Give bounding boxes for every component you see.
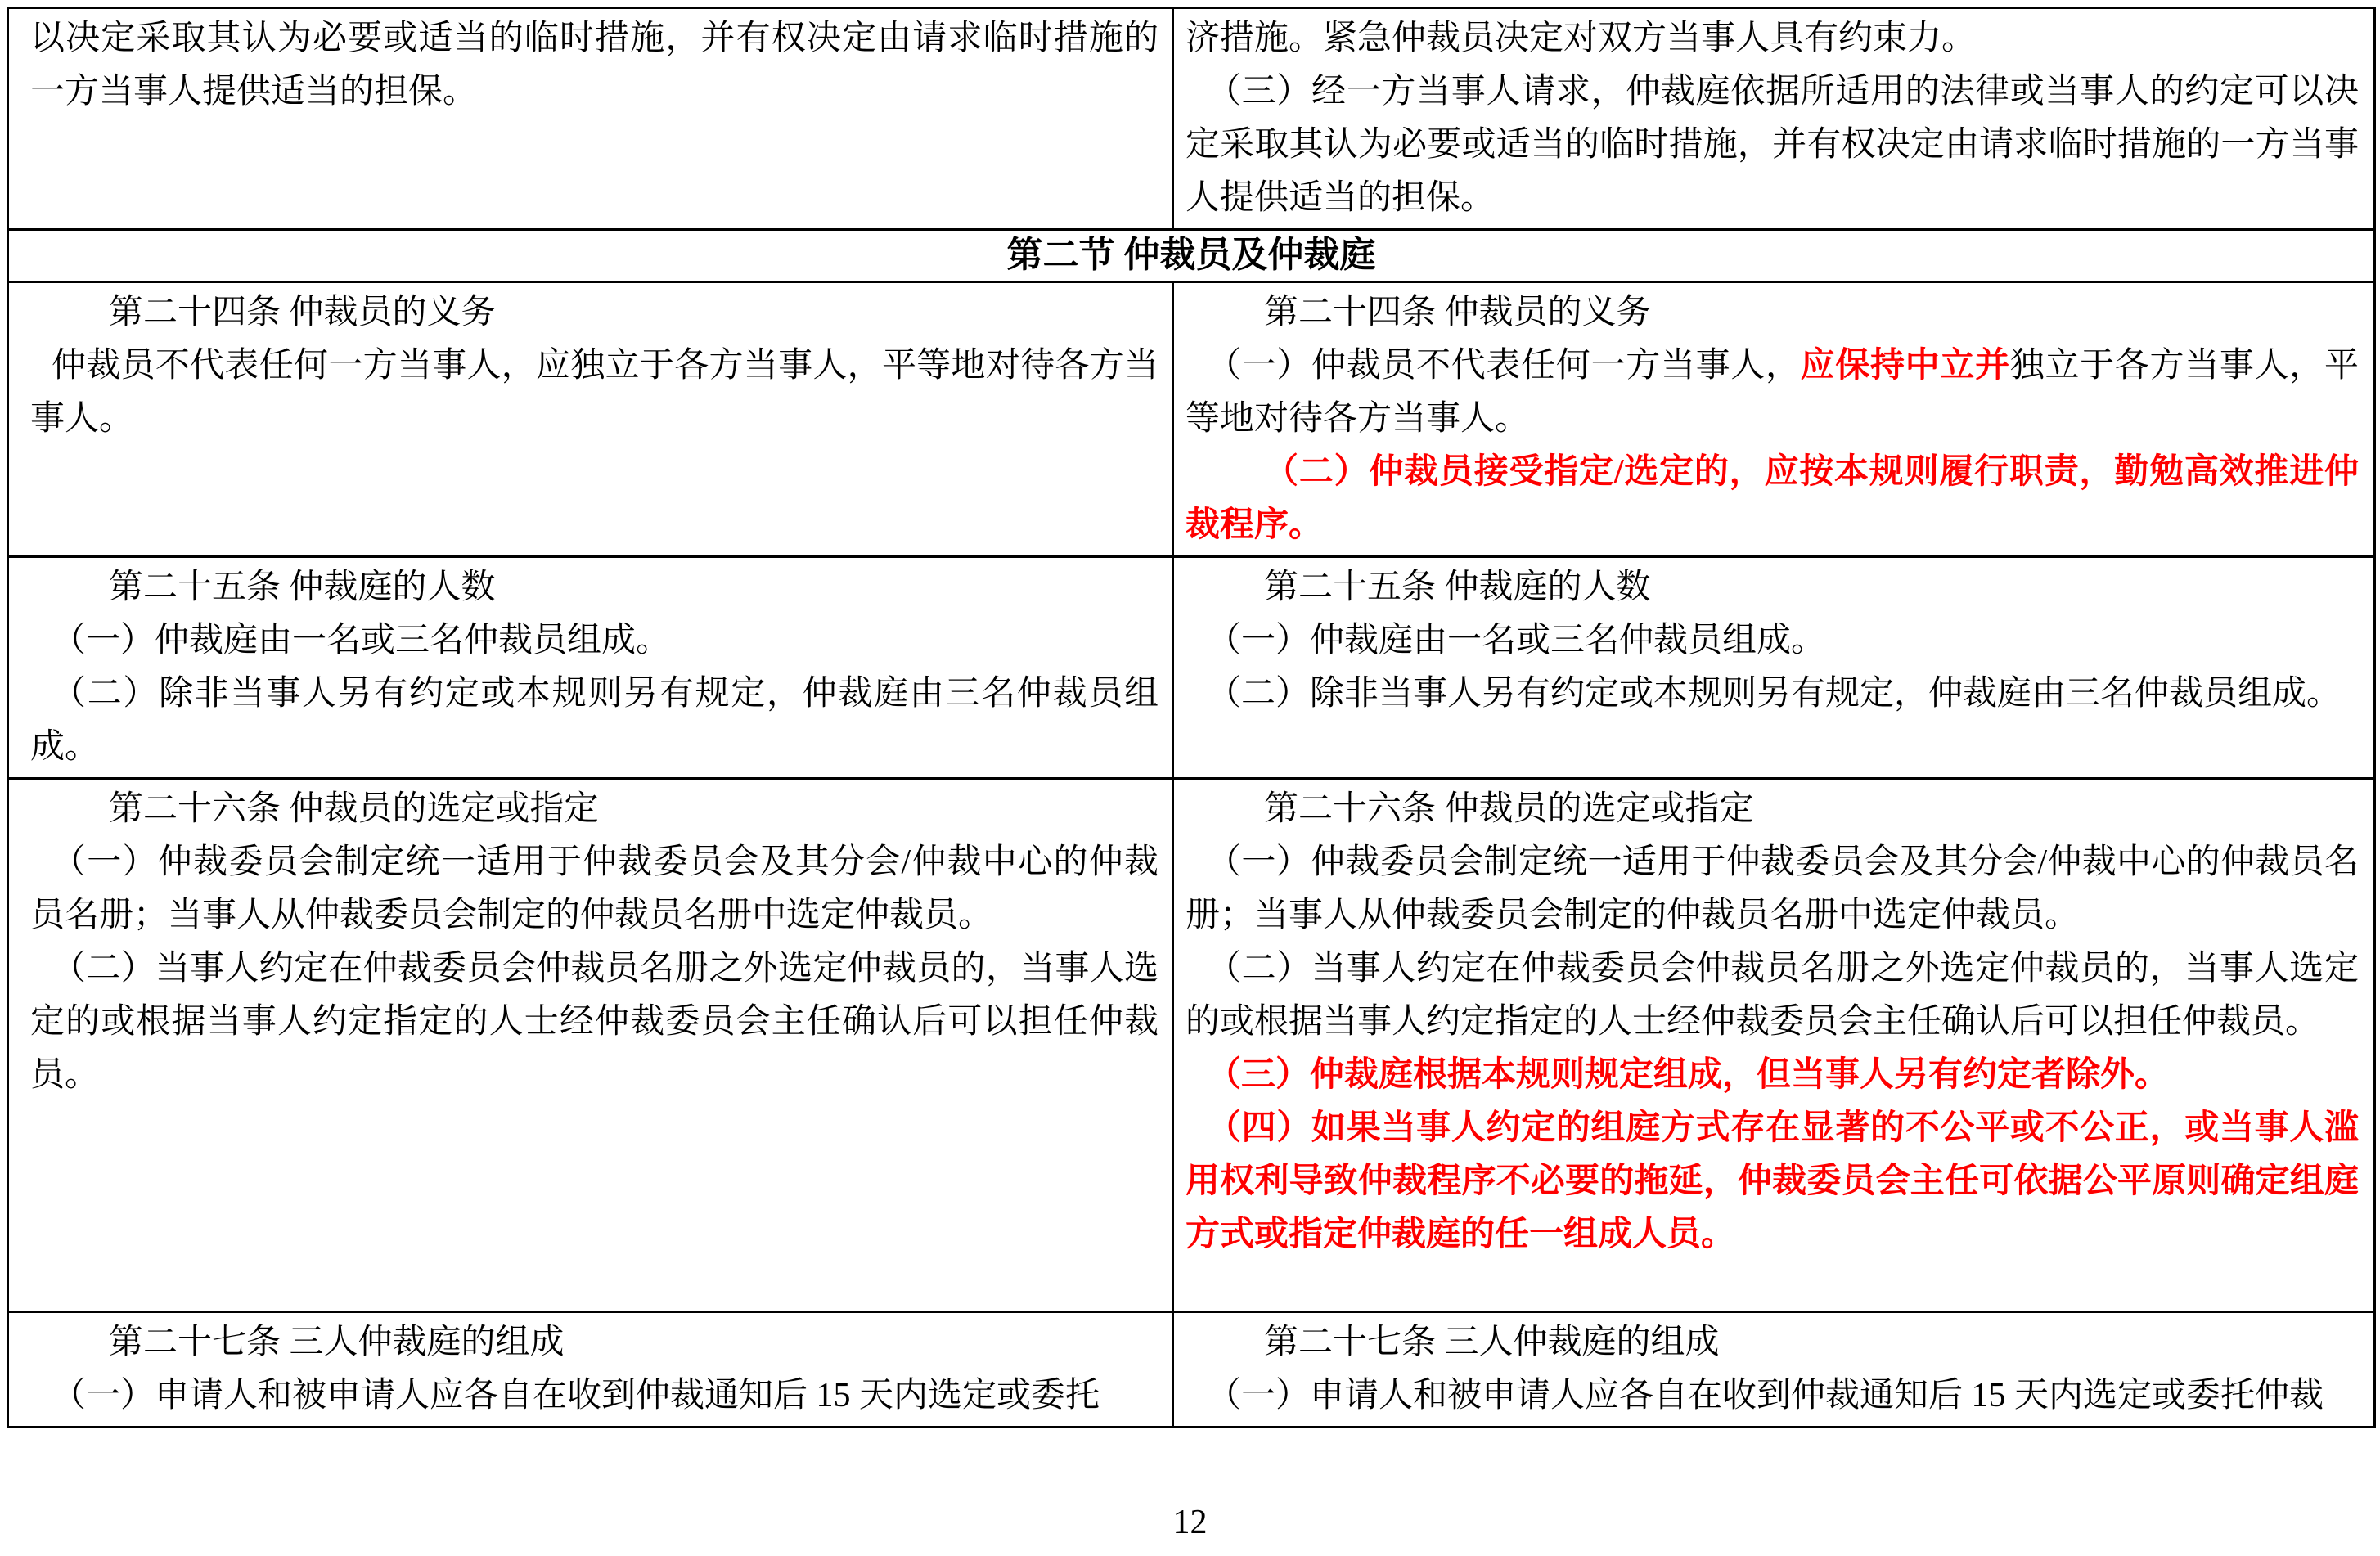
body-text: （一）仲裁员不代表任何一方当事人， — [1207, 347, 1801, 385]
comparison-table — [7, 7, 2376, 1428]
paragraph — [1186, 942, 2359, 1049]
body-text: 第二十七条 三人仲裁庭的组成 — [109, 1324, 565, 1361]
body-text: （一）仲裁庭由一名或三名仲裁员组成。 — [1207, 622, 1826, 659]
body-text: 第二十六条 仲裁员的选定或指定 — [1264, 790, 1754, 828]
revision-text: （四）如果当事人约定的组庭方式存在显著的不公平或不公正，或当事人滥用权利导致仲裁程序不必要的拖延，仲裁委员会主任可依据公平原则确定组庭方式或指定仲裁庭的任一组成人员。 — [1186, 1109, 2359, 1253]
paragraph — [30, 561, 1159, 614]
section-header-row — [8, 230, 2375, 282]
paragraph — [1186, 1102, 2359, 1261]
paragraph — [30, 1316, 1159, 1369]
table-row-continuation-article-23 — [8, 8, 2375, 230]
comparison-table-body — [8, 8, 2375, 1428]
cell-left-article-25 — [8, 557, 1173, 779]
table-row-article-26 — [8, 779, 2375, 1312]
paragraph — [30, 340, 1159, 446]
paragraph — [1186, 1369, 2359, 1423]
body-text: 以决定采取其认为必要或适当的临时措施，并有权决定由请求临时措施的一方当事人提供适当的担保。 — [30, 20, 1159, 110]
body-text: 仲裁员不代表任何一方当事人，应独立于各方当事人，平等地对待各方当事人。 — [30, 347, 1159, 438]
paragraph — [1186, 1049, 2359, 1102]
table-row-article-25 — [8, 557, 2375, 779]
section-header-title: 第二节 仲裁员及仲裁庭 — [8, 230, 2375, 282]
paragraph — [1186, 286, 2359, 340]
body-text: （二）除非当事人另有约定或本规则另有规定，仲裁庭由三名仲裁员组成。 — [1207, 675, 2342, 713]
paragraph — [30, 286, 1159, 340]
paragraph — [1186, 561, 2359, 614]
paragraph — [1186, 12, 2359, 65]
paragraph — [30, 783, 1159, 836]
body-text: （二）当事人约定在仲裁委员会仲裁员名册之外选定仲裁员的，当事人选定的或根据当事人约定指定的人士经仲裁委员会主任确认后可以担任仲裁员。 — [30, 950, 1159, 1094]
paragraph — [30, 12, 1159, 119]
paragraph — [30, 1369, 1159, 1423]
body-text: 第二十四条 仲裁员的义务 — [1264, 294, 1651, 331]
paragraph — [30, 668, 1159, 774]
body-text: （二）除非当事人另有约定或本规则另有规定，仲裁庭由三名仲裁员组成。 — [30, 675, 1159, 766]
cell-left-article-26 — [8, 779, 1173, 1312]
body-text: （一）仲裁庭由一名或三名仲裁员组成。 — [52, 622, 671, 659]
paragraph — [30, 942, 1159, 1102]
body-text: （一）仲裁委员会制定统一适用于仲裁委员会及其分会/仲裁中心的仲裁员名册；当事人从仲裁委员会制定的仲裁员名册中选定仲裁员。 — [1186, 843, 2359, 934]
table-row-article-24 — [8, 282, 2375, 557]
paragraph — [1186, 783, 2359, 836]
cell-right-article-25 — [1173, 557, 2375, 779]
cell-left-continuation-article-23 — [8, 8, 1173, 230]
body-text: （一）申请人和被申请人应各自在收到仲裁通知后 15 天内选定或委托仲裁 — [1207, 1377, 2324, 1414]
revision-text: （三）仲裁庭根据本规则规定组成，但当事人另有约定者除外。 — [1207, 1056, 2170, 1094]
paragraph — [1186, 446, 2359, 552]
paragraph — [1186, 668, 2359, 721]
body-text: 第二十七条 三人仲裁庭的组成 — [1264, 1324, 1720, 1361]
cell-left-article-24 — [8, 282, 1173, 557]
body-text: 济措施。紧急仲裁员决定对双方当事人具有约束力。 — [1186, 20, 1977, 57]
cell-right-continuation-article-23 — [1173, 8, 2375, 230]
cell-right-article-24 — [1173, 282, 2375, 557]
paragraph — [1186, 340, 2359, 446]
paragraph — [1186, 614, 2359, 668]
paragraph — [1186, 836, 2359, 942]
paragraph — [1186, 65, 2359, 225]
cell-left-article-27 — [8, 1312, 1173, 1428]
body-text: 第二十五条 仲裁庭的人数 — [1264, 569, 1651, 606]
paragraph — [30, 614, 1159, 668]
revision-text: （二）仲裁员接受指定/选定的，应按本规则履行职责，勤勉高效推进仲裁程序。 — [1186, 453, 2359, 544]
body-text: （二）当事人约定在仲裁委员会仲裁员名册之外选定仲裁员的，当事人选定的或根据当事人约定指定的人士经仲裁委员会主任确认后可以担任仲裁员。 — [1186, 950, 2359, 1041]
body-text: （一）申请人和被申请人应各自在收到仲裁通知后 15 天内选定或委托 — [52, 1377, 1100, 1414]
paragraph — [30, 836, 1159, 942]
body-text: 第二十五条 仲裁庭的人数 — [109, 569, 496, 606]
body-text: （一）仲裁委员会制定统一适用于仲裁委员会及其分会/仲裁中心的仲裁员名册；当事人从仲裁委员会制定的仲裁员名册中选定仲裁员。 — [30, 843, 1159, 934]
revision-text: 应保持中立并 — [1800, 347, 2010, 385]
body-text: 独立于各方当事人，平等地对待各方当事人。 — [1186, 347, 2359, 438]
body-text: 第二十六条 仲裁员的选定或指定 — [109, 790, 599, 828]
cell-right-article-27 — [1173, 1312, 2375, 1428]
cell-right-article-26 — [1173, 779, 2375, 1312]
body-text: （三）经一方当事人请求，仲裁庭依据所适用的法律或当事人的约定可以决定采取其认为必要或适当的临时措施，并有权决定由请求临时措施的一方当事人提供适当的担保。 — [1186, 73, 2359, 217]
paragraph — [1186, 1316, 2359, 1369]
table-row-article-27 — [8, 1312, 2375, 1428]
page-number: 12 — [1172, 1504, 1208, 1541]
body-text: 第二十四条 仲裁员的义务 — [109, 294, 496, 331]
